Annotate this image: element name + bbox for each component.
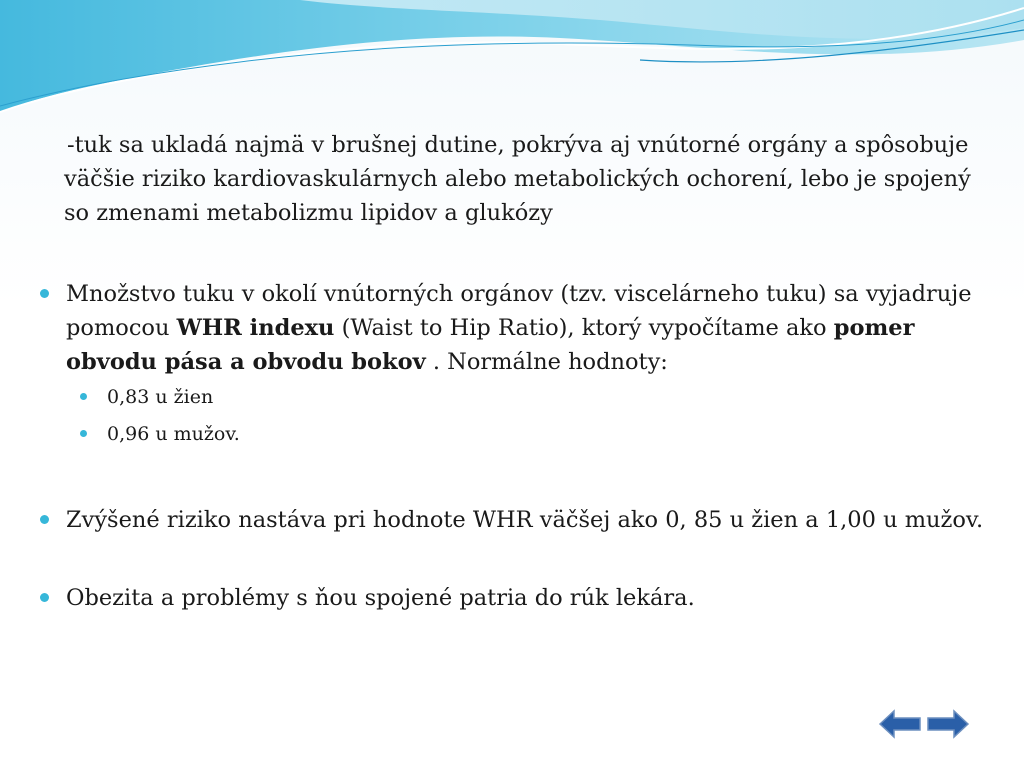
sub-item-men: 0,96 u mužov. [107, 416, 988, 453]
bullet-obesity: Obezita a problémy s ňou spojené patria do rúk lekára. [38, 581, 988, 615]
next-slide-button[interactable] [926, 708, 970, 740]
sub-item-women: 0,83 u žien [107, 379, 988, 416]
bullet-whr-index [38, 277, 988, 379]
bold-ratio: pomer obvodu pása a obvodu bokov [66, 315, 915, 375]
bold-whr-index: WHR indexu [176, 315, 335, 341]
bullet-text: Množstvo tuku v okolí vnútorných orgánov (tzv. viscelárneho tuku) sa vyjadruje pomocou [66, 281, 972, 341]
bullet-increased-risk: Zvýšené riziko nastáva pri hodnote WHR väčšej ako 0, 85 u žien a 1,00 u mužov. [38, 503, 988, 537]
bullet-text: (Waist to Hip Ratio), ktorý vypočítame ako [334, 315, 834, 341]
header-wave-decoration [0, 0, 1024, 130]
intro-paragraph: -tuk sa ukladá najmä v brušnej dutine, pokrýva aj vnútorné orgány a spôsobuje väčšie riziko kardiovaskulárnych alebo metabolických ochorení, lebo je spojený so zmenami metabolizmu lipidov a glukózy [64, 132, 971, 226]
previous-slide-button[interactable] [878, 708, 922, 740]
arrow-right-icon [928, 711, 968, 737]
slide-content [38, 128, 988, 615]
arrow-left-icon [880, 711, 920, 737]
bullet-text: . Normálne hodnoty: [425, 349, 668, 375]
